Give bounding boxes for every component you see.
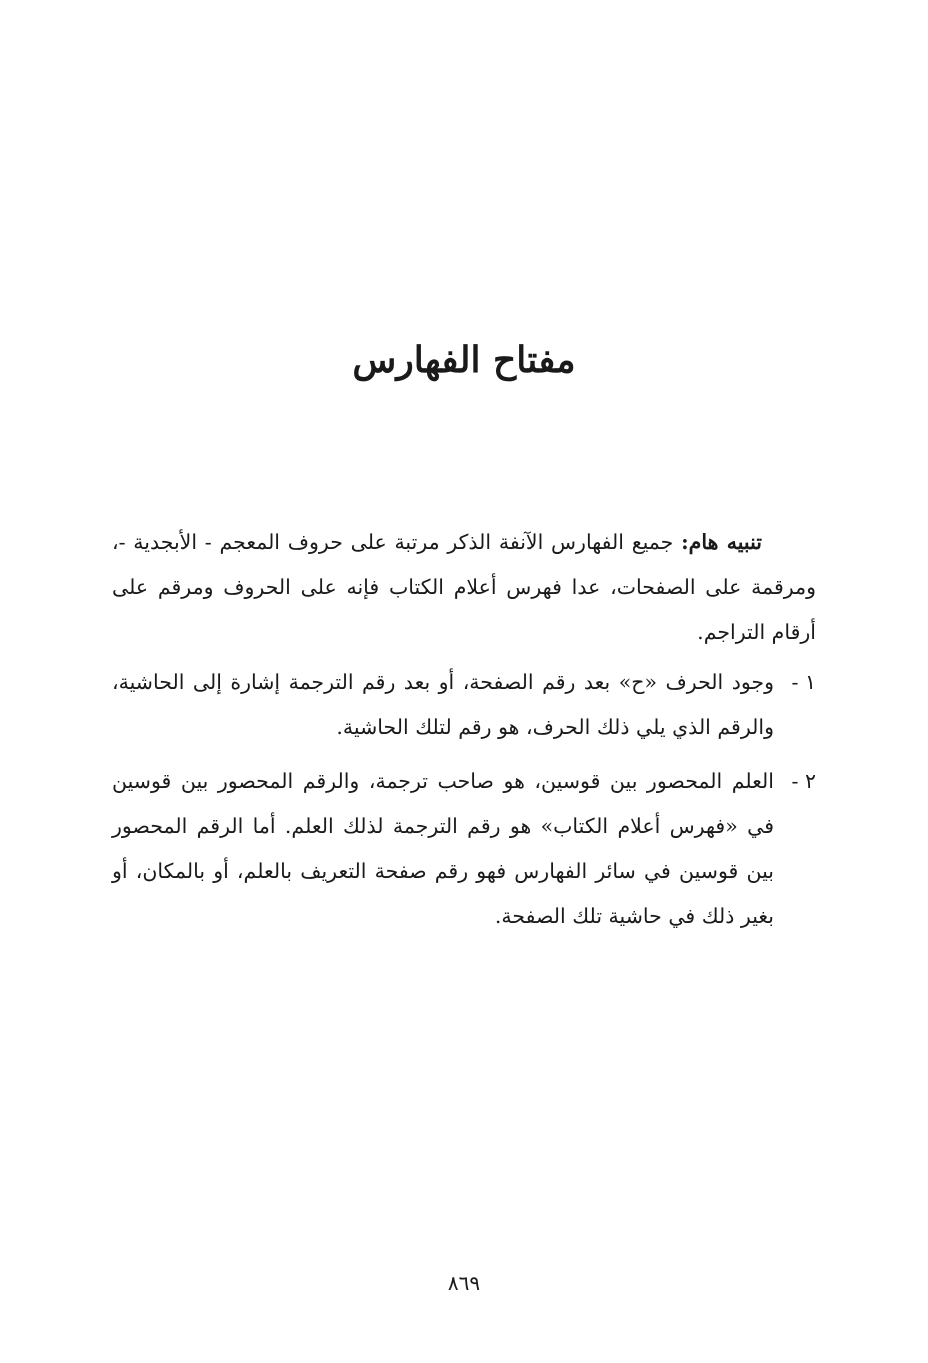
page-title: مفتاح الفهارس [352,339,576,381]
page-number: ٨٦٩ [447,1271,481,1295]
list-item [112,660,816,750]
list-item-text: وجود الحرف «ح» بعد رقم الصفحة، أو بعد رقم الترجمة إشارة إلى الحاشية، والرقم الذي يلي ذلك الحرف، هو رقم لتلك الحاشية. [112,670,774,739]
important-notice [112,520,816,655]
notice-heading: تنبيه هام: [681,530,762,554]
list-item [112,759,816,939]
index-key-body [112,520,816,948]
list-item-text: العلم المحصور بين قوسين، هو صاحب ترجمة، والرقم المحصور بين قوسين في «فهرس أعلام الكتاب» هو رقم الترجمة لذلك العلم. أما الرقم المحصور بين قوسين في سائر الفهارس فهو رقم صفحة التعريف بالعلم، أو بالمكان، أو بغير ذلك في حاشية تلك الصفحة. [112,769,774,928]
list-item-number: ١ - [791,670,816,694]
notes-list [112,660,816,939]
list-item-number: ٢ - [791,769,816,793]
notice-text: جميع الفهارس الآنفة الذكر مرتبة على حروف المعجم - الأبجدية -، ومرقمة على الصفحات، عدا فهرس أعلام الكتاب فإنه على الحروف ومرقم على أرقام التراجم. [112,530,816,644]
